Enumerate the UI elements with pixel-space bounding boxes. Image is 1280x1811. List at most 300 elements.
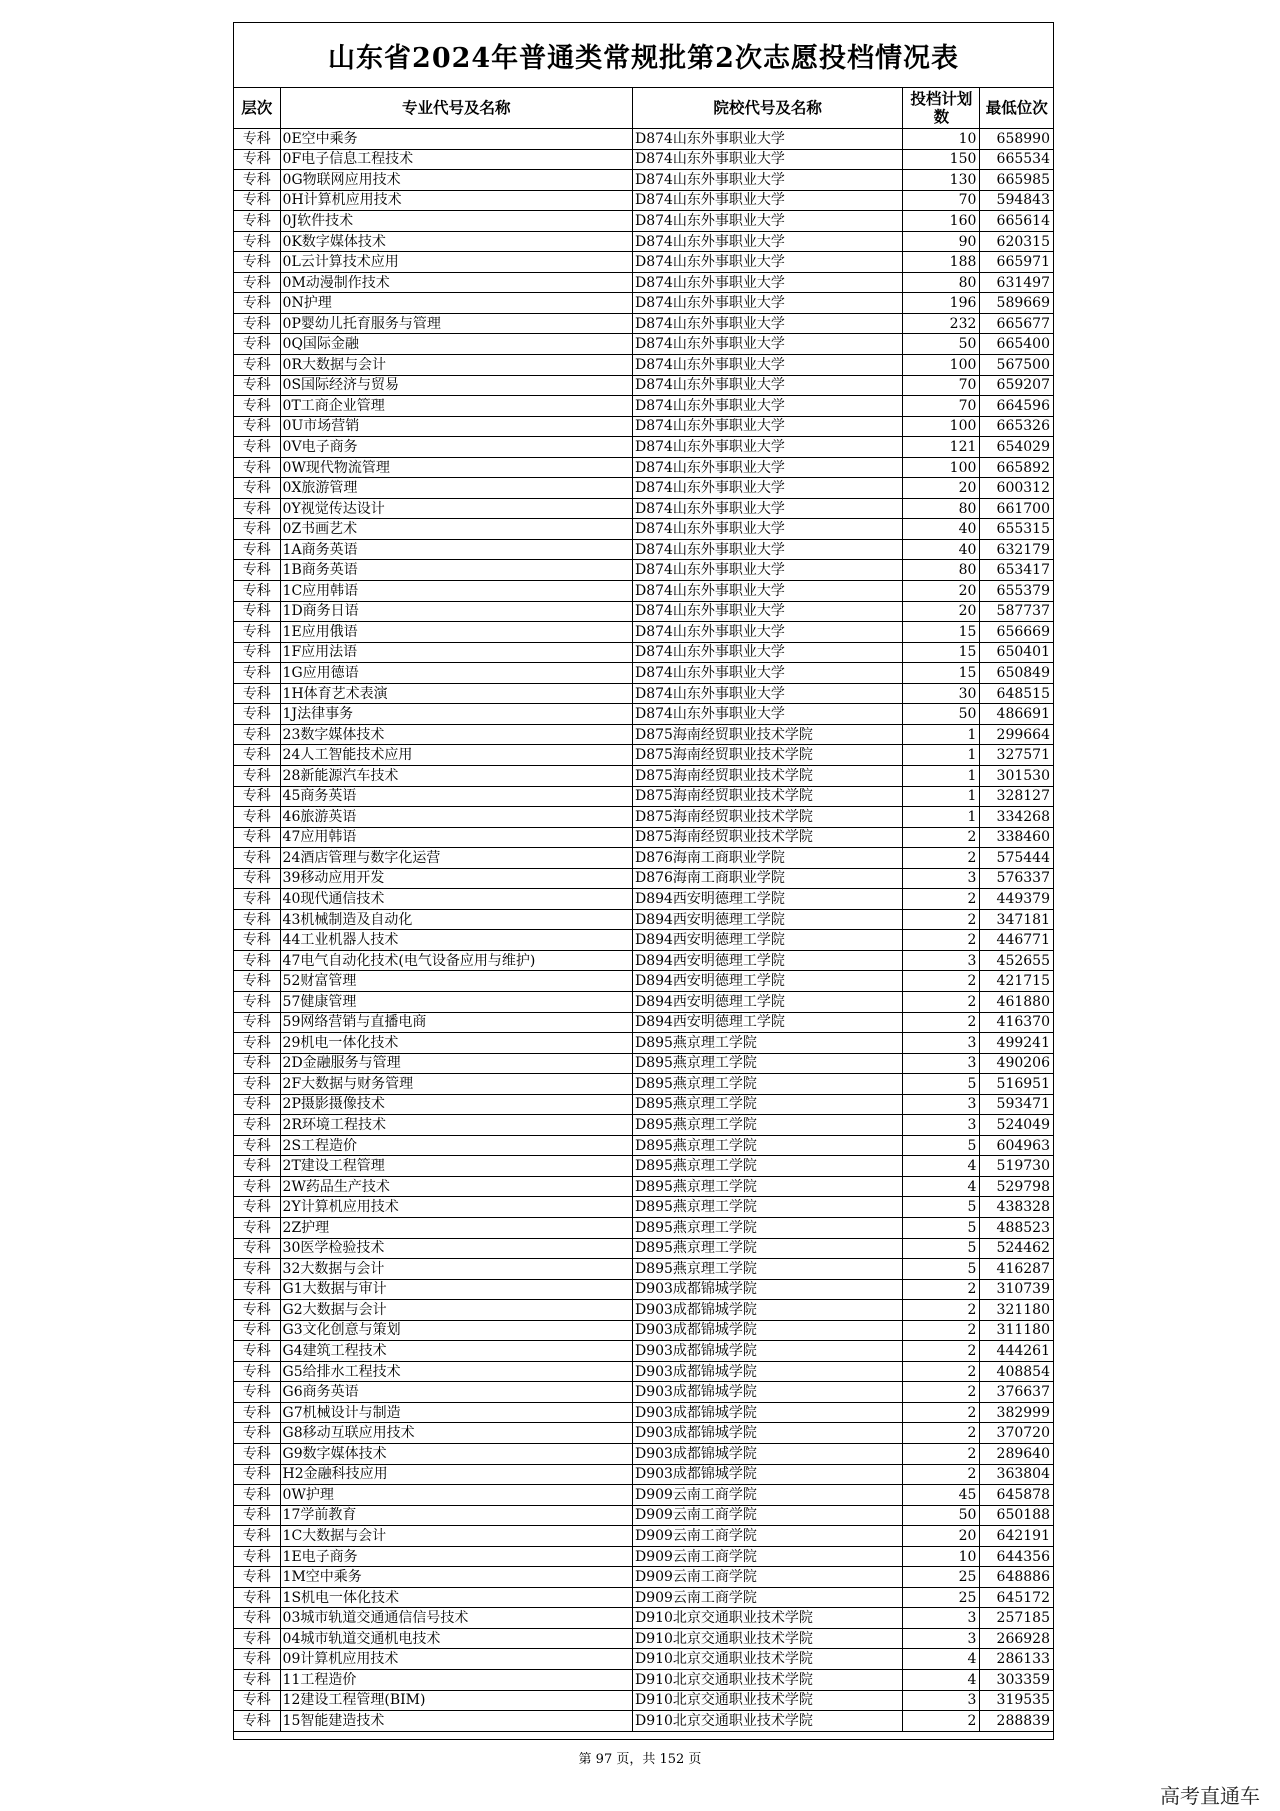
cell-rank: 516951 — [980, 1074, 1053, 1095]
cell-major: 28新能源汽车技术 — [280, 765, 632, 786]
table-row — [234, 560, 1053, 581]
table-row — [234, 1361, 1053, 1382]
cell-major: H2金融科技应用 — [280, 1464, 632, 1485]
table-row — [234, 868, 1053, 889]
table-row — [234, 724, 1053, 745]
table-row — [234, 1505, 1053, 1526]
cell-plan: 5 — [903, 1238, 980, 1259]
cell-rank: 529798 — [980, 1176, 1053, 1197]
cell-rank: 490206 — [980, 1053, 1053, 1074]
cell-school: D874山东外事职业大学 — [632, 293, 902, 314]
cell-rank: 665892 — [980, 457, 1053, 478]
cell-rank: 665614 — [980, 211, 1053, 232]
cell-plan: 80 — [903, 272, 980, 293]
cell-level: 专科 — [234, 1711, 280, 1732]
cell-school: D875海南经贸职业技术学院 — [632, 765, 902, 786]
table-row — [234, 950, 1053, 971]
cell-rank: 363804 — [980, 1464, 1053, 1485]
cell-major: 0Y视觉传达设计 — [280, 498, 632, 519]
cell-school: D909云南工商学院 — [632, 1485, 902, 1506]
cell-plan: 90 — [903, 231, 980, 252]
cell-level: 专科 — [234, 1012, 280, 1033]
cell-major: G1大数据与审计 — [280, 1279, 632, 1300]
cell-plan: 100 — [903, 457, 980, 478]
table-row — [234, 642, 1053, 663]
admission-table — [234, 88, 1053, 1732]
cell-rank: 650849 — [980, 663, 1053, 684]
table-row — [234, 786, 1053, 807]
cell-school: D874山东外事职业大学 — [632, 642, 902, 663]
cell-major: 15智能建造技术 — [280, 1711, 632, 1732]
cell-school: D874山东外事职业大学 — [632, 190, 902, 211]
cell-plan: 5 — [903, 1074, 980, 1095]
table-row — [234, 1135, 1053, 1156]
cell-school: D894西安明德理工学院 — [632, 991, 902, 1012]
cell-plan: 5 — [903, 1135, 980, 1156]
cell-plan: 30 — [903, 683, 980, 704]
cell-school: D895燕京理工学院 — [632, 1053, 902, 1074]
cell-major: 0U市场营销 — [280, 416, 632, 437]
table-row — [234, 1526, 1053, 1547]
cell-rank: 600312 — [980, 478, 1053, 499]
cell-level: 专科 — [234, 416, 280, 437]
table-row — [234, 683, 1053, 704]
cell-plan: 3 — [903, 1690, 980, 1711]
table-row — [234, 889, 1053, 910]
table-row — [234, 1341, 1053, 1362]
cell-rank: 370720 — [980, 1423, 1053, 1444]
cell-major: 30医学检验技术 — [280, 1238, 632, 1259]
cell-rank: 658990 — [980, 129, 1053, 150]
cell-plan: 2 — [903, 1341, 980, 1362]
cell-rank: 416287 — [980, 1259, 1053, 1280]
cell-plan: 2 — [903, 1300, 980, 1321]
cell-school: D874山东外事职业大学 — [632, 519, 902, 540]
cell-level: 专科 — [234, 581, 280, 602]
cell-plan: 15 — [903, 622, 980, 643]
cell-major: 45商务英语 — [280, 786, 632, 807]
cell-level: 专科 — [234, 149, 280, 170]
cell-school: D910北京交通职业技术学院 — [632, 1608, 902, 1629]
cell-level: 专科 — [234, 375, 280, 396]
cell-school: D894西安明德理工学院 — [632, 950, 902, 971]
cell-plan: 1 — [903, 745, 980, 766]
cell-level: 专科 — [234, 971, 280, 992]
cell-school: D910北京交通职业技术学院 — [632, 1690, 902, 1711]
cell-rank: 593471 — [980, 1094, 1053, 1115]
cell-major: 11工程造价 — [280, 1670, 632, 1691]
cell-level: 专科 — [234, 252, 280, 273]
cell-plan: 20 — [903, 581, 980, 602]
cell-major: 1E电子商务 — [280, 1546, 632, 1567]
cell-plan: 2 — [903, 1382, 980, 1403]
cell-plan: 25 — [903, 1587, 980, 1608]
header-major: 专业代号及名称 — [280, 88, 632, 129]
cell-rank: 299664 — [980, 724, 1053, 745]
cell-major: G6商务英语 — [280, 1382, 632, 1403]
cell-major: 03城市轨道交通通信信号技术 — [280, 1608, 632, 1629]
cell-level: 专科 — [234, 231, 280, 252]
cell-major: 1S机电一体化技术 — [280, 1587, 632, 1608]
cell-level: 专科 — [234, 601, 280, 622]
cell-rank: 438328 — [980, 1197, 1053, 1218]
cell-level: 专科 — [234, 478, 280, 499]
cell-plan: 1 — [903, 765, 980, 786]
cell-major: 0X旅游管理 — [280, 478, 632, 499]
cell-school: D894西安明德理工学院 — [632, 889, 902, 910]
cell-rank: 524462 — [980, 1238, 1053, 1259]
cell-rank: 321180 — [980, 1300, 1053, 1321]
cell-plan: 10 — [903, 129, 980, 150]
cell-level: 专科 — [234, 622, 280, 643]
cell-major: 59网络营销与直播电商 — [280, 1012, 632, 1033]
table-row — [234, 765, 1053, 786]
cell-plan: 20 — [903, 601, 980, 622]
cell-major: 44工业机器人技术 — [280, 930, 632, 951]
cell-major: 17学前教育 — [280, 1505, 632, 1526]
cell-major: 47应用韩语 — [280, 827, 632, 848]
cell-rank: 594843 — [980, 190, 1053, 211]
table-row — [234, 745, 1053, 766]
table-row — [234, 1176, 1053, 1197]
cell-school: D874山东外事职业大学 — [632, 437, 902, 458]
table-row — [234, 1628, 1053, 1649]
cell-rank: 311180 — [980, 1320, 1053, 1341]
cell-level: 专科 — [234, 211, 280, 232]
cell-level: 专科 — [234, 272, 280, 293]
cell-major: 0Z书画艺术 — [280, 519, 632, 540]
cell-major: 2T建设工程管理 — [280, 1156, 632, 1177]
cell-plan: 2 — [903, 1279, 980, 1300]
cell-level: 专科 — [234, 1402, 280, 1423]
cell-major: 1J法律事务 — [280, 704, 632, 725]
cell-rank: 289640 — [980, 1444, 1053, 1465]
cell-level: 专科 — [234, 457, 280, 478]
cell-major: 1A商务英语 — [280, 539, 632, 560]
cell-major: G3文化创意与策划 — [280, 1320, 632, 1341]
cell-plan: 2 — [903, 930, 980, 951]
cell-major: 0W现代物流管理 — [280, 457, 632, 478]
cell-school: D874山东外事职业大学 — [632, 252, 902, 273]
cell-rank: 488523 — [980, 1217, 1053, 1238]
header-plan: 投档计划数 — [903, 88, 980, 129]
cell-major: 1G应用德语 — [280, 663, 632, 684]
cell-major: 1F应用法语 — [280, 642, 632, 663]
table-row — [234, 1279, 1053, 1300]
table-row — [234, 930, 1053, 951]
cell-plan: 15 — [903, 642, 980, 663]
cell-school: D874山东外事职业大学 — [632, 622, 902, 643]
cell-level: 专科 — [234, 519, 280, 540]
cell-plan: 2 — [903, 1402, 980, 1423]
cell-school: D874山东外事职业大学 — [632, 498, 902, 519]
cell-major: 0F电子信息工程技术 — [280, 149, 632, 170]
cell-level: 专科 — [234, 745, 280, 766]
header-school: 院校代号及名称 — [632, 88, 902, 129]
cell-plan: 3 — [903, 1628, 980, 1649]
cell-major: 1M空中乘务 — [280, 1567, 632, 1588]
cell-school: D909云南工商学院 — [632, 1546, 902, 1567]
cell-major: 0S国际经济与贸易 — [280, 375, 632, 396]
cell-level: 专科 — [234, 1176, 280, 1197]
cell-major: 1H体育艺术表演 — [280, 683, 632, 704]
cell-level: 专科 — [234, 1053, 280, 1074]
cell-level: 专科 — [234, 539, 280, 560]
cell-rank: 266928 — [980, 1628, 1053, 1649]
cell-major: G2大数据与会计 — [280, 1300, 632, 1321]
cell-major: 0W护理 — [280, 1485, 632, 1506]
cell-level: 专科 — [234, 1361, 280, 1382]
table-header-row — [234, 88, 1053, 129]
cell-plan: 20 — [903, 478, 980, 499]
cell-plan: 150 — [903, 149, 980, 170]
table-row — [234, 1485, 1053, 1506]
cell-school: D875海南经贸职业技术学院 — [632, 827, 902, 848]
cell-plan: 4 — [903, 1156, 980, 1177]
cell-major: G5给排水工程技术 — [280, 1361, 632, 1382]
table-row — [234, 1115, 1053, 1136]
cell-level: 专科 — [234, 437, 280, 458]
cell-plan: 2 — [903, 1711, 980, 1732]
table-row — [234, 1464, 1053, 1485]
cell-plan: 80 — [903, 498, 980, 519]
cell-plan: 130 — [903, 170, 980, 191]
table-row — [234, 170, 1053, 191]
table-row — [234, 1587, 1053, 1608]
cell-level: 专科 — [234, 1279, 280, 1300]
cell-rank: 575444 — [980, 848, 1053, 869]
cell-major: 0V电子商务 — [280, 437, 632, 458]
table-row — [234, 827, 1053, 848]
cell-plan: 3 — [903, 950, 980, 971]
cell-plan: 2 — [903, 909, 980, 930]
cell-major: 2R环境工程技术 — [280, 1115, 632, 1136]
table-row — [234, 1382, 1053, 1403]
cell-major: 47电气自动化技术(电气设备应用与维护) — [280, 950, 632, 971]
table-row — [234, 457, 1053, 478]
cell-school: D895燕京理工学院 — [632, 1033, 902, 1054]
cell-level: 专科 — [234, 683, 280, 704]
cell-rank: 338460 — [980, 827, 1053, 848]
cell-school: D903成都锦城学院 — [632, 1361, 902, 1382]
cell-plan: 70 — [903, 190, 980, 211]
table-row — [234, 1300, 1053, 1321]
cell-level: 专科 — [234, 704, 280, 725]
cell-school: D895燕京理工学院 — [632, 1238, 902, 1259]
cell-plan: 3 — [903, 1033, 980, 1054]
header-level: 层次 — [234, 88, 280, 129]
cell-major: 1D商务日语 — [280, 601, 632, 622]
cell-plan: 188 — [903, 252, 980, 273]
cell-level: 专科 — [234, 129, 280, 150]
cell-level: 专科 — [234, 827, 280, 848]
cell-school: D875海南经贸职业技术学院 — [632, 745, 902, 766]
cell-level: 专科 — [234, 190, 280, 211]
cell-school: D875海南经贸职业技术学院 — [632, 724, 902, 745]
table-row — [234, 1259, 1053, 1280]
cell-major: 04城市轨道交通机电技术 — [280, 1628, 632, 1649]
cell-rank: 334268 — [980, 807, 1053, 828]
cell-major: 2S工程造价 — [280, 1135, 632, 1156]
cell-school: D874山东外事职业大学 — [632, 663, 902, 684]
cell-major: 0E空中乘务 — [280, 129, 632, 150]
cell-major: G8移动互联应用技术 — [280, 1423, 632, 1444]
table-row — [234, 581, 1053, 602]
cell-rank: 661700 — [980, 498, 1053, 519]
page-footer: 第 97 页，共 152 页 — [578, 1752, 702, 1767]
cell-plan: 2 — [903, 1444, 980, 1465]
cell-school: D874山东外事职业大学 — [632, 396, 902, 417]
cell-major: 2P摄影摄像技术 — [280, 1094, 632, 1115]
cell-plan: 2 — [903, 827, 980, 848]
cell-plan: 3 — [903, 1053, 980, 1074]
cell-school: D876海南工商职业学院 — [632, 848, 902, 869]
cell-plan: 3 — [903, 868, 980, 889]
cell-rank: 665326 — [980, 416, 1053, 437]
table-row — [234, 478, 1053, 499]
table-row — [234, 1238, 1053, 1259]
cell-level: 专科 — [234, 1485, 280, 1506]
cell-major: 0T工商企业管理 — [280, 396, 632, 417]
table-row — [234, 375, 1053, 396]
cell-plan: 2 — [903, 1361, 980, 1382]
cell-plan: 2 — [903, 889, 980, 910]
cell-rank: 665971 — [980, 252, 1053, 273]
table-row — [234, 293, 1053, 314]
cell-school: D874山东外事职业大学 — [632, 231, 902, 252]
table-row — [234, 211, 1053, 232]
cell-plan: 160 — [903, 211, 980, 232]
cell-school: D903成都锦城学院 — [632, 1341, 902, 1362]
cell-school: D874山东外事职业大学 — [632, 683, 902, 704]
cell-plan: 5 — [903, 1197, 980, 1218]
page-title: 山东省2024年普通类常规批第2次志愿投档情况表 — [234, 23, 1053, 88]
cell-level: 专科 — [234, 848, 280, 869]
cell-school: D910北京交通职业技术学院 — [632, 1711, 902, 1732]
cell-level: 专科 — [234, 1341, 280, 1362]
cell-school: D903成都锦城学院 — [632, 1464, 902, 1485]
cell-rank: 347181 — [980, 909, 1053, 930]
table-row — [234, 1156, 1053, 1177]
cell-plan: 4 — [903, 1670, 980, 1691]
cell-rank: 645172 — [980, 1587, 1053, 1608]
table-row — [234, 971, 1053, 992]
cell-rank: 301530 — [980, 765, 1053, 786]
cell-school: D874山东外事职业大学 — [632, 457, 902, 478]
table-row — [234, 437, 1053, 458]
table-row — [234, 519, 1053, 540]
cell-plan: 15 — [903, 663, 980, 684]
cell-major: 09计算机应用技术 — [280, 1649, 632, 1670]
cell-major: 32大数据与会计 — [280, 1259, 632, 1280]
cell-level: 专科 — [234, 1608, 280, 1629]
cell-school: D909云南工商学院 — [632, 1567, 902, 1588]
cell-plan: 100 — [903, 416, 980, 437]
cell-rank: 604963 — [980, 1135, 1053, 1156]
table-row — [234, 1423, 1053, 1444]
cell-major: G9数字媒体技术 — [280, 1444, 632, 1465]
cell-rank: 499241 — [980, 1033, 1053, 1054]
table-row — [234, 704, 1053, 725]
cell-major: 0J软件技术 — [280, 211, 632, 232]
cell-plan: 3 — [903, 1115, 980, 1136]
cell-plan: 10 — [903, 1546, 980, 1567]
cell-rank: 576337 — [980, 868, 1053, 889]
cell-school: D874山东外事职业大学 — [632, 375, 902, 396]
cell-level: 专科 — [234, 1444, 280, 1465]
cell-major: 0Q国际金融 — [280, 334, 632, 355]
cell-major: G4建筑工程技术 — [280, 1341, 632, 1362]
cell-level: 专科 — [234, 909, 280, 930]
table-row — [234, 1094, 1053, 1115]
cell-plan: 2 — [903, 1423, 980, 1444]
cell-level: 专科 — [234, 355, 280, 376]
cell-rank: 567500 — [980, 355, 1053, 376]
table-row — [234, 498, 1053, 519]
table-row — [234, 539, 1053, 560]
cell-school: D874山东外事职业大学 — [632, 355, 902, 376]
cell-rank: 665985 — [980, 170, 1053, 191]
cell-level: 专科 — [234, 1094, 280, 1115]
cell-level: 专科 — [234, 889, 280, 910]
cell-rank: 524049 — [980, 1115, 1053, 1136]
cell-rank: 310739 — [980, 1279, 1053, 1300]
cell-rank: 648886 — [980, 1567, 1053, 1588]
cell-major: 24人工智能技术应用 — [280, 745, 632, 766]
cell-major: 0N护理 — [280, 293, 632, 314]
cell-level: 专科 — [234, 1464, 280, 1485]
cell-major: 0P婴幼儿托育服务与管理 — [280, 313, 632, 334]
cell-rank: 654029 — [980, 437, 1053, 458]
cell-school: D910北京交通职业技术学院 — [632, 1670, 902, 1691]
cell-school: D894西安明德理工学院 — [632, 971, 902, 992]
cell-major: 40现代通信技术 — [280, 889, 632, 910]
cell-rank: 665677 — [980, 313, 1053, 334]
cell-level: 专科 — [234, 313, 280, 334]
cell-school: D894西安明德理工学院 — [632, 1012, 902, 1033]
cell-level: 专科 — [234, 170, 280, 191]
cell-major: 24酒店管理与数字化运营 — [280, 848, 632, 869]
cell-rank: 659207 — [980, 375, 1053, 396]
cell-school: D895燕京理工学院 — [632, 1115, 902, 1136]
cell-level: 专科 — [234, 786, 280, 807]
cell-rank: 444261 — [980, 1341, 1053, 1362]
cell-rank: 665534 — [980, 149, 1053, 170]
cell-major: 2F大数据与财务管理 — [280, 1074, 632, 1095]
cell-plan: 20 — [903, 1526, 980, 1547]
cell-school: D903成都锦城学院 — [632, 1402, 902, 1423]
cell-rank: 650188 — [980, 1505, 1053, 1526]
cell-level: 专科 — [234, 293, 280, 314]
cell-level: 专科 — [234, 1649, 280, 1670]
cell-level: 专科 — [234, 1690, 280, 1711]
cell-school: D874山东外事职业大学 — [632, 416, 902, 437]
cell-level: 专科 — [234, 1505, 280, 1526]
cell-major: 2Y计算机应用技术 — [280, 1197, 632, 1218]
cell-school: D874山东外事职业大学 — [632, 211, 902, 232]
cell-major: 43机械制造及自动化 — [280, 909, 632, 930]
cell-level: 专科 — [234, 1567, 280, 1588]
cell-plan: 50 — [903, 334, 980, 355]
cell-plan: 2 — [903, 1012, 980, 1033]
cell-school: D874山东外事职业大学 — [632, 334, 902, 355]
cell-rank: 452655 — [980, 950, 1053, 971]
cell-level: 专科 — [234, 950, 280, 971]
cell-level: 专科 — [234, 334, 280, 355]
table-row — [234, 807, 1053, 828]
cell-major: 1C应用韩语 — [280, 581, 632, 602]
cell-rank: 376637 — [980, 1382, 1053, 1403]
